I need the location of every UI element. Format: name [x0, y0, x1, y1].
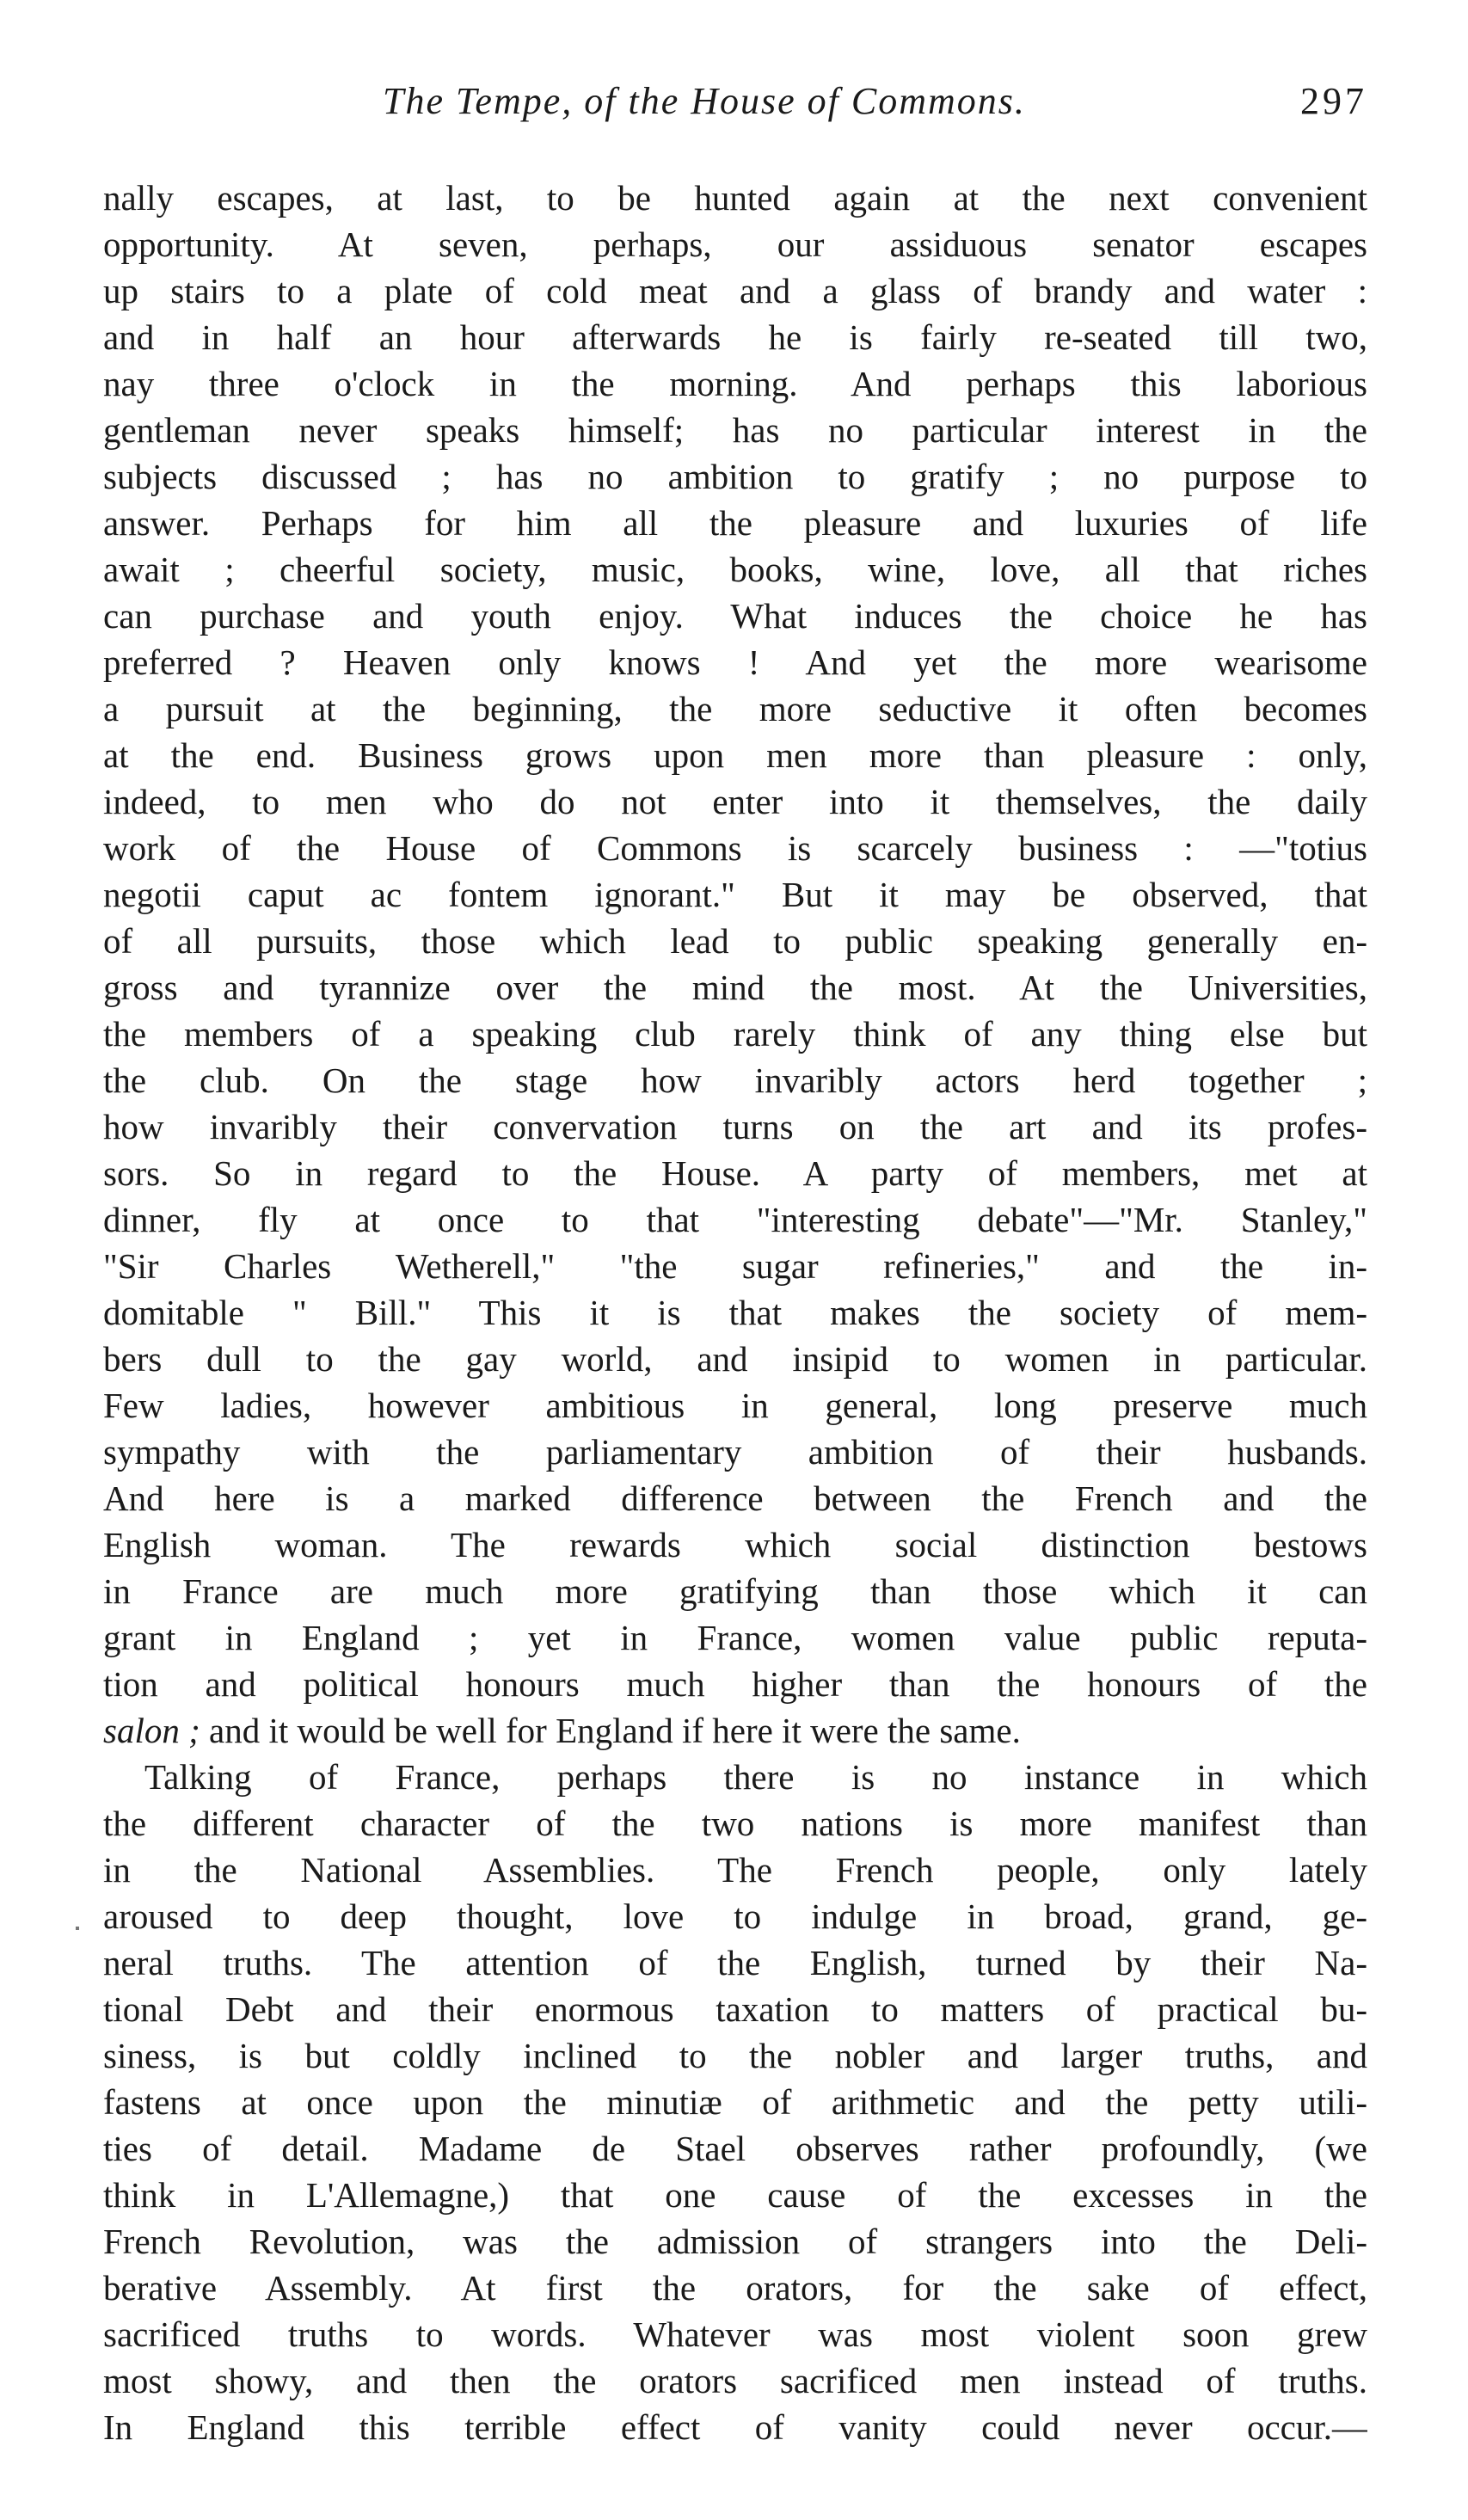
margin-speck [76, 1927, 79, 1930]
text-line: grant in England ; yet in France, women value public reputa- [103, 1618, 1367, 1657]
text-line: sors. So in regard to the House. A party of members, met at [103, 1153, 1367, 1193]
text-line: opportunity. At seven, perhaps, our assiduous senator escapes [103, 224, 1367, 264]
text-line: gentleman never speaks himself; has no particular interest in the [103, 410, 1367, 450]
text-line: can purchase and youth enjoy. What induces the choice he has [103, 596, 1367, 636]
text-line: the different character of the two nations is more manifest than [103, 1804, 1367, 1843]
text-line: of all pursuits, those which lead to public speaking generally en- [103, 921, 1367, 961]
paragraph [103, 175, 1367, 1754]
text-line: up stairs to a plate of cold meat and a glass of brandy and water : [103, 271, 1367, 310]
text-line: gross and tyrannize over the mind the most. At the Universities, [103, 968, 1367, 1007]
text-line: neral truths. The attention of the English, turned by their Na- [103, 1943, 1367, 1982]
text-line: in France are much more gratifying than those which it can [103, 1571, 1367, 1611]
text-line: aroused to deep thought, love to indulge in broad, grand, ge- [103, 1896, 1367, 1936]
text-line: work of the House of Commons is scarcely business : —"totius [103, 828, 1367, 868]
text-line: sacrificed truths to words. Whatever was most violent soon grew [103, 2314, 1367, 2354]
text-line: a pursuit at the beginning, the more seductive it often becomes [103, 689, 1367, 728]
text-line: indeed, to men who do not enter into it themselves, the daily [103, 782, 1367, 821]
text-line: in the National Assemblies. The French people, only lately [103, 1850, 1367, 1890]
italic-word: salon ; [103, 1711, 200, 1750]
text-line: bers dull to the gay world, and insipid to women in particular. [103, 1339, 1367, 1379]
text-line: English woman. The rewards which social distinction bestows [103, 1525, 1367, 1564]
text-line: tion and political honours much higher than the honours of the [103, 1664, 1367, 1704]
text-line: Talking of France, perhaps there is no instance in which [144, 1757, 1367, 1797]
text-line: tional Debt and their enormous taxation to matters of practical bu- [103, 1989, 1367, 2029]
text-line: how invaribly their convervation turns on the art and its profes- [103, 1107, 1367, 1146]
text-line: And here is a marked difference between the French and the [103, 1478, 1367, 1518]
text-line: most showy, and then the orators sacrificed men instead of truths. [103, 2361, 1367, 2400]
text-line: berative Assembly. At first the orators, for the sake of effect, [103, 2268, 1367, 2308]
text-line: and in half an hour afterwards he is fairly re-seated till two, [103, 317, 1367, 357]
text-line: subjects discussed ; has no ambition to gratify ; no purpose to [103, 457, 1367, 496]
text-line: await ; cheerful society, music, books, wine, love, all that riches [103, 550, 1367, 589]
text-line: at the end. Business grows upon men more than pleasure : only, [103, 735, 1367, 775]
text-line-rest: and it would be well for England if here it were the same. [200, 1711, 1021, 1750]
running-head-title: The Tempe, of the House of Commons. [383, 80, 1026, 122]
text-line: fastens at once upon the minutiæ of arithmetic and the petty utili- [103, 2082, 1367, 2122]
text-line: nay three o'clock in the morning. And perhaps this laborious [103, 364, 1367, 403]
text-line: ties of detail. Madame de Stael observes rather profoundly, (we [103, 2129, 1367, 2168]
text-line: domitable " Bill." This it is that makes the society of mem- [103, 1293, 1367, 1332]
text-line: dinner, fly at once to that "interesting debate"—"Mr. Stanley," [103, 1200, 1367, 1239]
text-line: negotii caput ac fontem ignorant." But it may be observed, that [103, 875, 1367, 914]
text-line: preferred ? Heaven only knows ! And yet the more wearisome [103, 642, 1367, 682]
text-line: Few ladies, however ambitious in general, long preserve much [103, 1386, 1367, 1425]
text-line: siness, is but coldly inclined to the nobler and larger truths, and [103, 2036, 1367, 2075]
text-line-final [103, 1707, 1367, 1754]
text-line: sympathy with the parliamentary ambition of their husbands. [103, 1432, 1367, 1472]
text-line: French Revolution, was the admission of strangers into the Deli- [103, 2222, 1367, 2261]
text-line: the club. On the stage how invaribly actors herd together ; [103, 1060, 1367, 1100]
running-head [103, 76, 1367, 127]
text-line: "Sir Charles Wetherell," "the sugar refineries," and the in- [103, 1246, 1367, 1286]
text-line: nally escapes, at last, to be hunted again at the next convenient [103, 178, 1367, 218]
text-line: think in L'Allemagne,) that one cause of the excesses in the [103, 2175, 1367, 2215]
page-number: 297 [1300, 80, 1367, 122]
text-line: answer. Perhaps for him all the pleasure and luxuries of life [103, 503, 1367, 543]
text-line: the members of a speaking club rarely think of any thing else but [103, 1014, 1367, 1054]
body-text [103, 175, 1367, 2450]
paragraph [103, 1754, 1367, 2450]
text-line: In England this terrible effect of vanity could never occur.— [103, 2407, 1367, 2447]
